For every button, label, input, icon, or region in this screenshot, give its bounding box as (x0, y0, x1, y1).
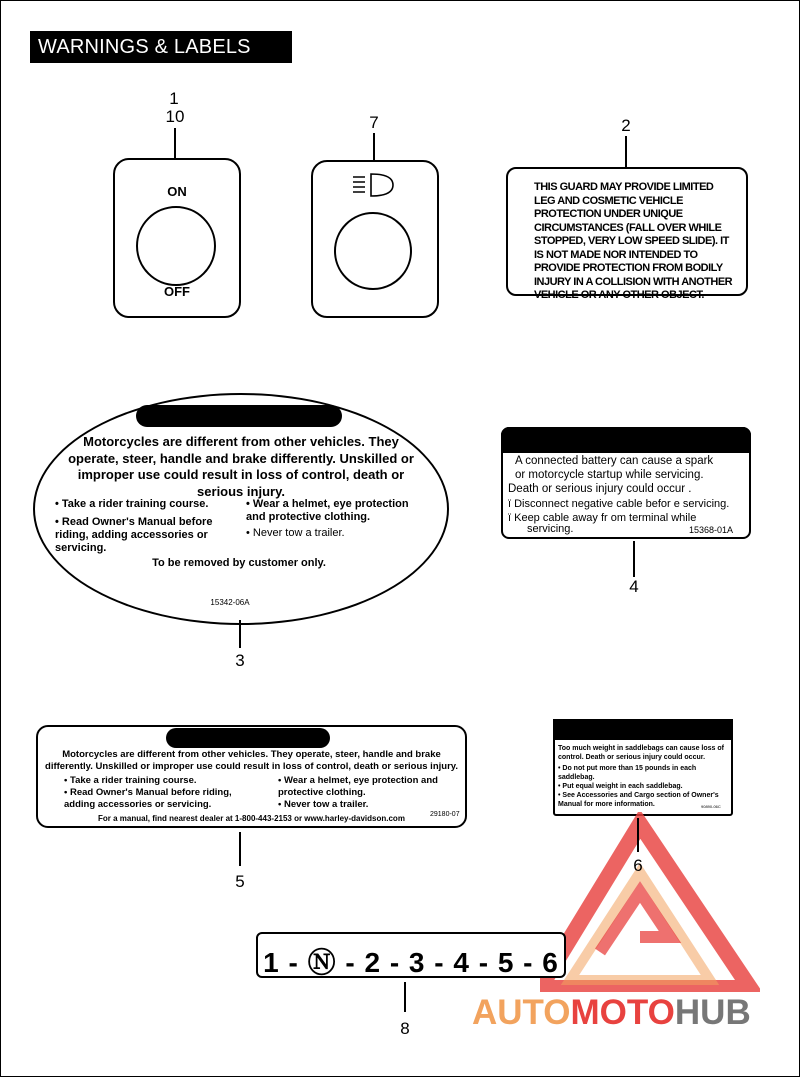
watermark-logo-icon (540, 812, 760, 992)
strip-warning-label (36, 725, 467, 828)
strip-bullet: • Read Owner's Manual before riding, adding accessories or servicing. (64, 787, 232, 810)
oval-footer: To be removed by customer only. (152, 557, 326, 569)
switch-knob-icon (136, 206, 216, 286)
leader-line (373, 133, 375, 161)
part-number: 29180-07 (430, 811, 460, 818)
oval-heading: Motorcycles are different from other vehicles. They operate, steer, handle and brake differently. Unskilled or improper use could result in loss of control, death or serious injury. (68, 434, 414, 499)
watermark-hub: HUB (674, 993, 751, 1032)
watermark-auto: AUTO (472, 993, 571, 1032)
callout-5: 5 (235, 872, 245, 891)
warning-header-bar (166, 728, 330, 748)
battery-line: ï Disconnect negative cable befor e servicing. (508, 498, 730, 510)
off-text: OFF (164, 284, 190, 299)
leader-line (625, 136, 627, 168)
part-number: 15368-01A (689, 525, 734, 535)
saddlebag-warning-text: Too much weight in saddlebags can cause loss of control. Death or serious injury could occur. (558, 745, 724, 761)
leader-line (404, 982, 406, 1012)
guard-warning-label (506, 167, 748, 301)
callout-8: 8 (400, 1019, 410, 1038)
on-text: ON (167, 184, 187, 199)
saddlebag-text (558, 744, 730, 809)
watermark-moto: MOTO (570, 993, 675, 1032)
headlamp-switch-label (311, 160, 439, 318)
ignition-switch-label (113, 158, 241, 318)
leader-line (239, 620, 241, 648)
saddlebag-bullet: • See Accessories and Cargo section of Owner's Manual for more information. (558, 792, 719, 808)
strip-bullet: • Never tow a trailer. (278, 799, 369, 810)
leader-line (174, 128, 176, 158)
saddlebag-bullet: • Do not put more than 15 pounds in each saddlebag. (558, 765, 697, 781)
strip-footer: For a manual, find nearest dealer at 1-800-443-2153 or www.harley-davidson.com (98, 814, 405, 823)
battery-line: A connected battery can cause a spark (515, 455, 714, 467)
gear-sequence-text: 1 - Ⓝ - 2 - 3 - 4 - 5 - 6 (263, 947, 559, 978)
battery-warning-label (501, 427, 751, 539)
saddlebag-bullet: • Put equal weight in each saddlebag. (558, 783, 683, 790)
guard-warning-text: THIS GUARD MAY PROVIDE LIMITED LEG AND COSMETIC VEHICLE PROTECTION UNDER UNIQUE CIRCUMSTANCES (FALL OVER WHILE STOPPED, VERY LOW SPEED SLIDE). IT IS NOT MADE NOR INTENDED TO PROVIDE PROTECTION FROM BODILY INJURY IN A COLLISION WITH ANOTHER VEHICLE OR ANY OTHER OBJECT. (534, 181, 733, 301)
oval-bullet: • Wear a helmet, eye protection and protective clothing. (246, 498, 409, 523)
part-number: 90890-06C (701, 804, 721, 809)
callout-7: 7 (369, 113, 379, 132)
warning-header-bar (501, 427, 751, 453)
headlamp-icon (351, 172, 395, 198)
callout-3: 3 (235, 651, 245, 670)
leader-line (633, 541, 635, 577)
battery-line: Death or serious injury could occur . (508, 483, 692, 495)
gear-indicator-label (256, 932, 566, 978)
strip-bullet: • Wear a helmet, eye protection and protective clothing. (278, 775, 438, 798)
oval-bullet: • Never tow a trailer. (246, 527, 345, 539)
callout-2: 2 (621, 116, 631, 135)
saddlebag-warning-label (553, 719, 733, 816)
battery-line: ï Keep cable away fr om terminal while (508, 512, 697, 524)
switch-knob-icon (334, 212, 412, 290)
page-title: WARNINGS & LABELS (30, 31, 292, 63)
warning-header-bar (136, 405, 342, 427)
callout-10: 10 (165, 107, 185, 126)
watermark-text (472, 993, 751, 1033)
callout-1: 1 (169, 89, 179, 108)
leader-line (239, 832, 241, 866)
strip-heading: Motorcycles are different from other vehicles. They operate, steer, handle and brake differently. Unskilled or improper use could result in loss of control, death or serious injury. (45, 749, 458, 772)
battery-line: servicing. (527, 523, 574, 535)
warning-header-bar (553, 719, 733, 740)
battery-line: or motorcycle startup while servicing. (515, 469, 704, 481)
part-number: 15342-06A (210, 598, 250, 607)
oval-bullet: • Take a rider training course. (55, 498, 209, 510)
strip-bullet: • Take a rider training course. (64, 775, 197, 786)
oval-bullet: • Read Owner's Manual before riding, adding accessories or servicing. (55, 516, 213, 554)
callout-4: 4 (629, 577, 639, 596)
leader-line (637, 818, 639, 852)
callout-6: 6 (633, 856, 643, 875)
